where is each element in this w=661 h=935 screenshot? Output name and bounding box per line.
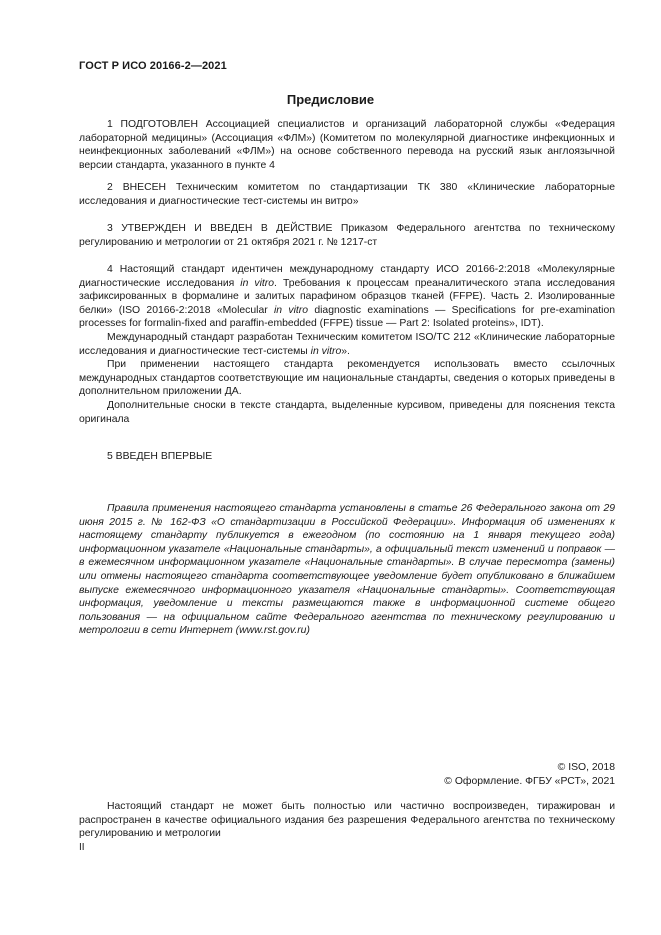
item-introduced — [79, 181, 615, 208]
item-first-introduced — [79, 450, 615, 464]
item-introduced-text: 2 ВНЕСЕН Техническим комитетом по стандартизации ТК 380 «Клинические лабораторные исследования и диагностические тест-системы ин витро» — [79, 182, 615, 207]
identical-text-b: . Требования к процессам преаналитического этапа исследования зафиксированных в формалине и залитых парафином образцов тканей (FFPE). Часть 2. Изолированные белки» (ISO 20166-2:2018 «Molecular — [79, 277, 615, 316]
identical-text-c: diagnostic examinations — Specifications for pre-examination processes for formalin-fixed and paraffin-embedded (FFPE) tissue — Part 2: Isolated proteins», IDT). — [79, 304, 615, 330]
footnotes-paragraph: Дополнительные сноски в тексте стандарта, выделенные курсивом, приведены для пояснения текста оригинала — [79, 399, 615, 425]
page-number: II — [79, 842, 85, 853]
developer-paragraph — [79, 331, 615, 358]
developer-italic: in vitro — [310, 345, 342, 357]
document-code: ГОСТ Р ИСО 20166-2—2021 — [79, 60, 227, 72]
reproduction-notice-text: Настоящий стандарт не может быть полностью или частично воспроизведен, тиражирован и распространен в качестве официального издания без разрешения Федерального агентства по техническому регулированию и метрологии — [79, 801, 615, 840]
reproduction-notice — [79, 800, 615, 841]
developer-text-a: Международный стандарт разработан Техническим комитетом ISO/TC 212 «Клинические лабораторные исследования и диагностические тест-системы — [79, 331, 615, 357]
item-identical — [79, 263, 615, 426]
item-approved-text: 3 УТВЕРЖДЕН И ВВЕДЕН В ДЕЙСТВИЕ Приказом Федерального агентства по техническому регулированию и метрологии от 21 октября 2021 г. № 1217-ст — [79, 223, 615, 248]
developer-text-b: ». — [341, 345, 350, 357]
identical-paragraph — [79, 263, 615, 331]
identical-italic-2: in vitro — [274, 304, 309, 316]
identical-text-a: 4 Настоящий стандарт идентичен международному стандарту ИСО 20166-2:2018 «Молекулярные диагностические исследования — [79, 264, 615, 289]
item-prepared — [79, 118, 615, 172]
item-prepared-text: 1 ПОДГОТОВЛЕН Ассоциацией специалистов и организаций лабораторной службы «Федерация лабораторной медицины» (Ассоциация «ФЛМ») (Комитетом по молекулярной диагностике инфекционных и неинфекционных заболеваний «ФЛМ») на основе собственного перевода на русский язык англоязычной версии стандарта, указанного в пункте 4 — [79, 119, 615, 171]
identical-italic-1: in vitro — [240, 277, 275, 289]
copyright-iso: © ISO, 2018 — [557, 762, 615, 773]
item-approved — [79, 222, 615, 249]
legal-notice: Правила применения настоящего стандарта установлены в статье 26 Федерального закона от 29 июня 2015 г. № 162-ФЗ «О стандартизации в Российской Федерации». Информация об изменениях к настоящему стандарту публикуется в ежегодном (по состоянию на 1 января текущего года) информационном указателе «Национальные стандарты», а официальный текст изменений и поправок — в ежемесячном информационном указателе «Национальные стандарты». В случае пересмотра (замены) или отмены настоящего стандарта соответствующее уведомление будет опубликовано в ближайшем выпуске ежемесячного информационного указателя «Национальные стандарты». Соответствующая информация, уведомление и тексты размещаются также в информационной системе общего пользования — на официальном сайте Федерального агентства по техническому регулированию и метрологии в сети Интернет (www.rst.gov.ru) — [79, 503, 615, 637]
references-paragraph: При применении настоящего стандарта рекомендуется использовать вместо ссылочных международных стандартов соответствующие им национальные стандарты, сведения о которых приведены в дополнительном приложении ДА. — [79, 359, 615, 398]
item-first-introduced-text: 5 ВВЕДЕН ВПЕРВЫЕ — [107, 451, 213, 462]
copyright-design: © Оформление. ФГБУ «РСТ», 2021 — [444, 776, 615, 787]
section-title: Предисловие — [286, 92, 375, 107]
